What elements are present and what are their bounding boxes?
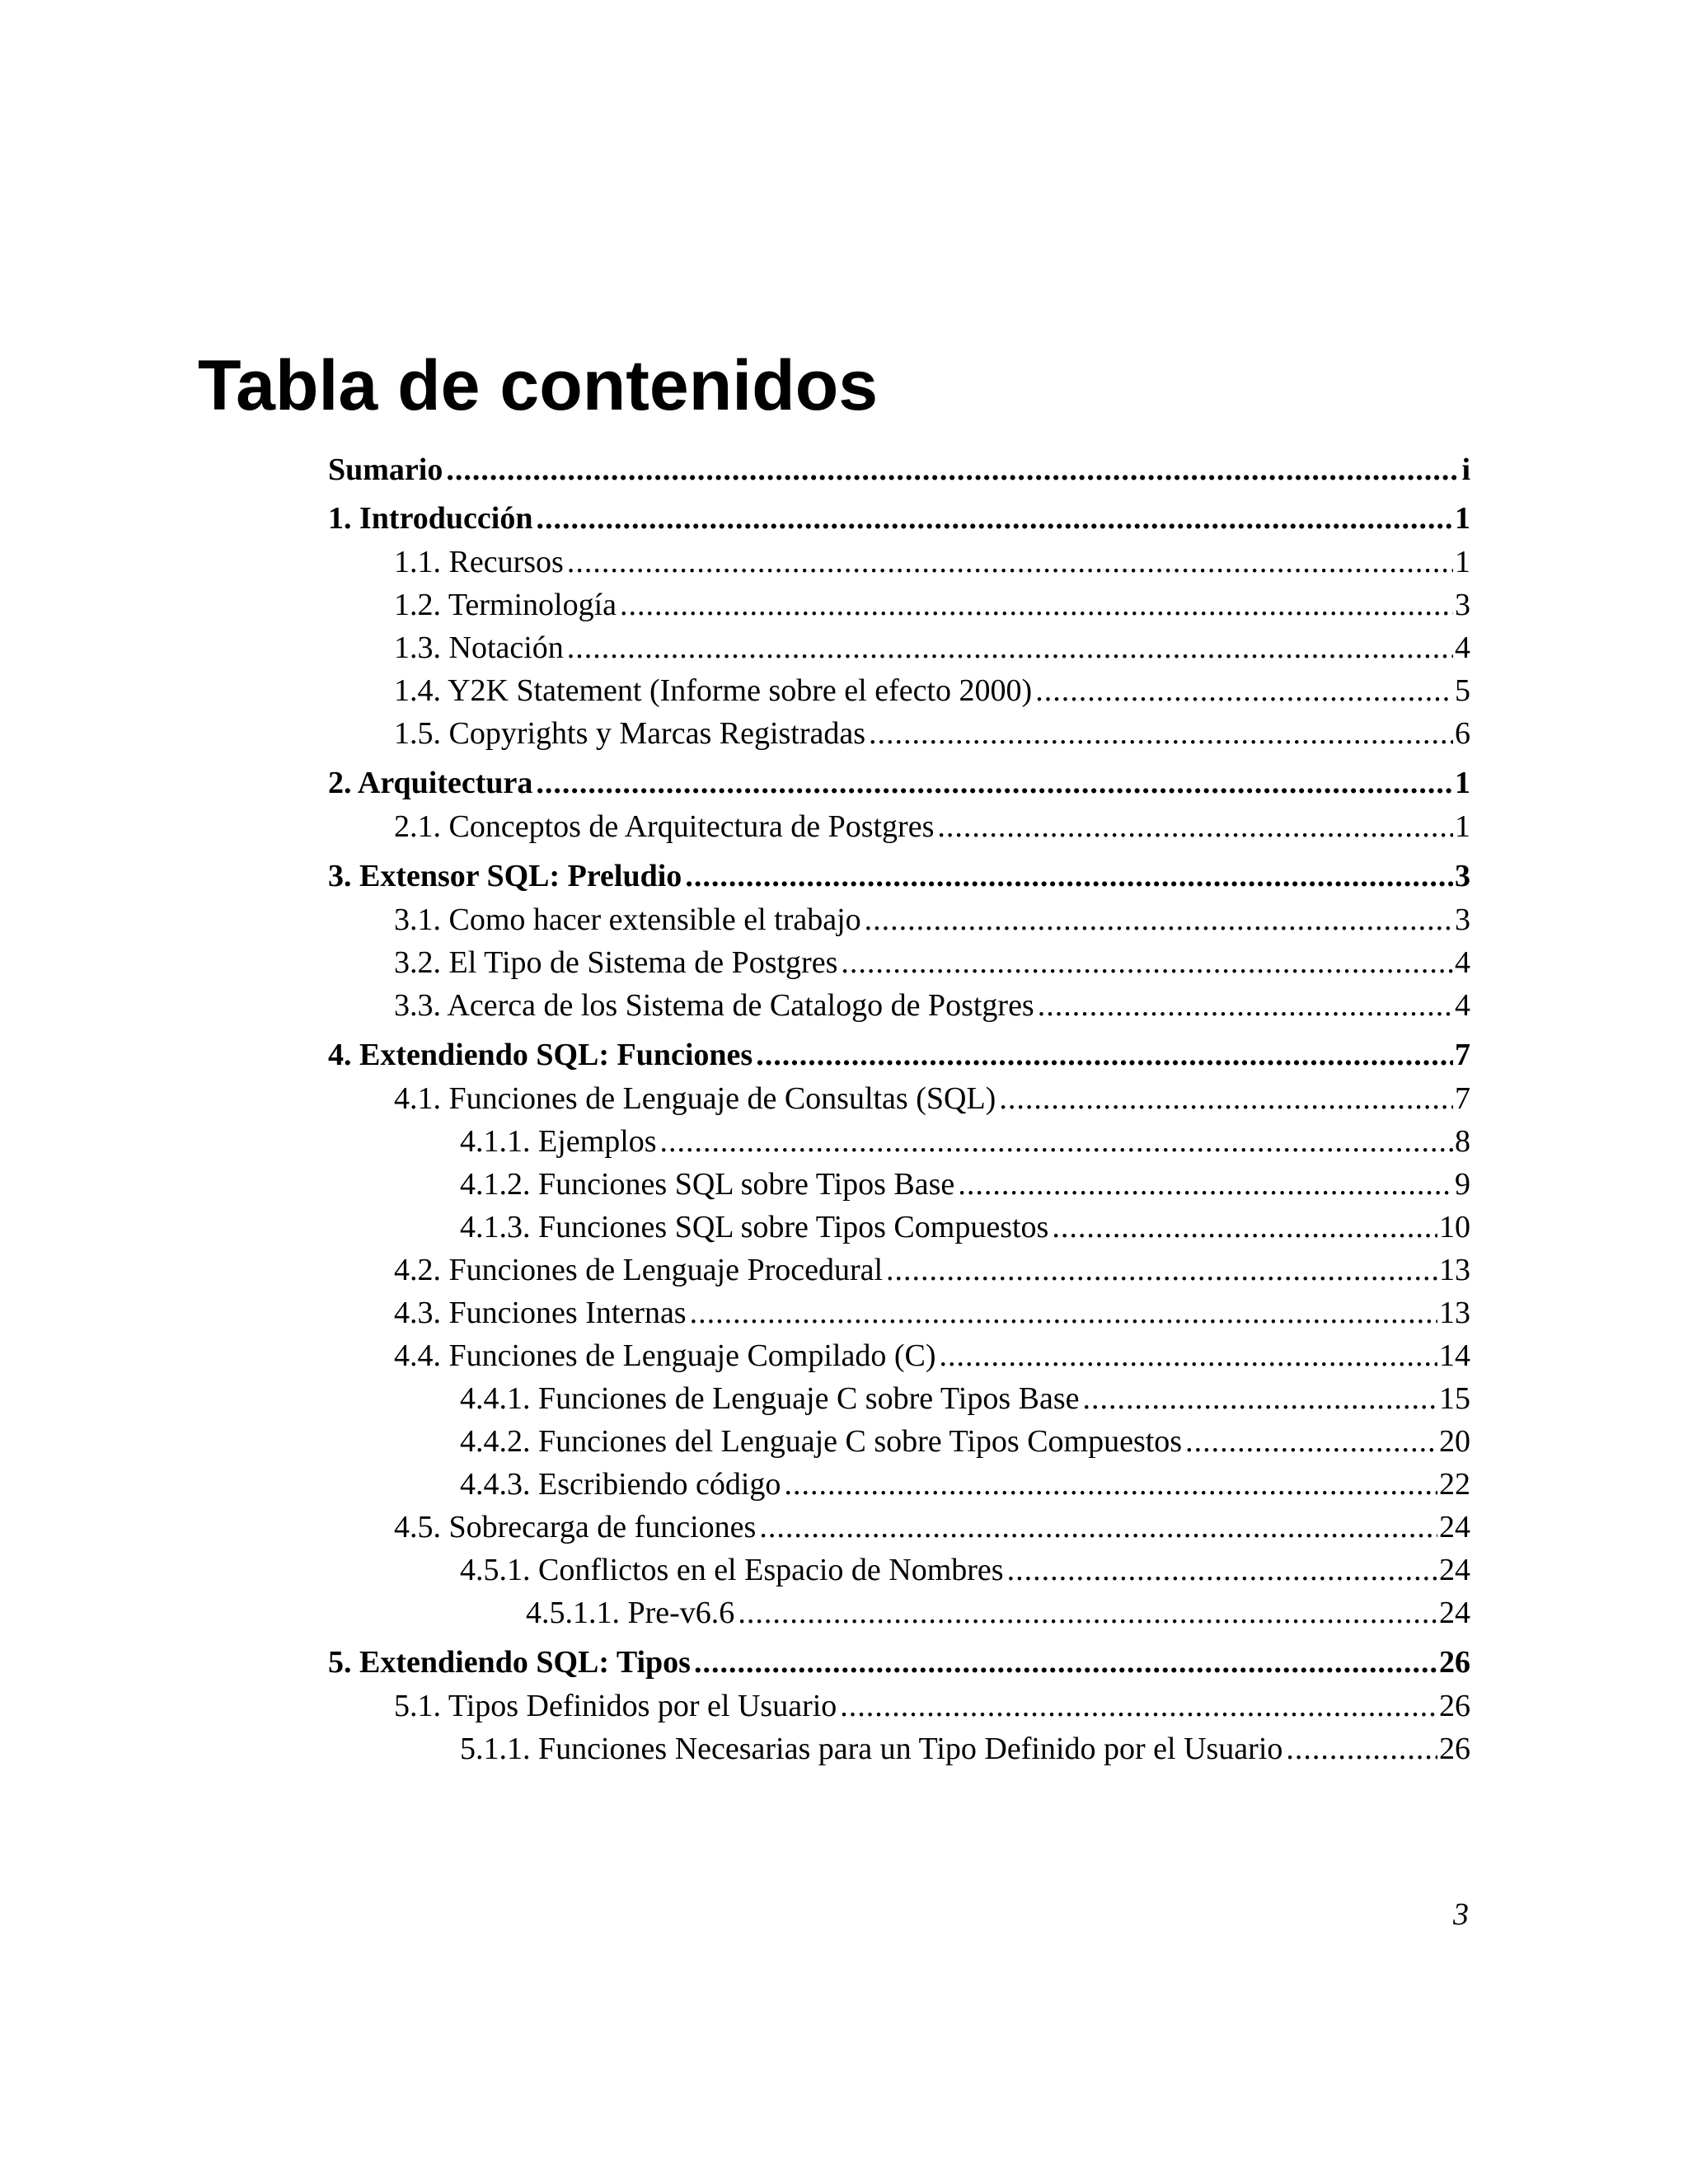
toc-entry-page: 13	[1439, 1253, 1470, 1287]
toc-chapter-entry[interactable]	[328, 498, 1470, 539]
dot-leader	[886, 1249, 1437, 1291]
toc-entry-label: 4.5.1.1. Pre-v6.6	[526, 1596, 735, 1630]
toc-section-entry[interactable]	[328, 1420, 1470, 1463]
toc-section-entry[interactable]	[328, 1249, 1470, 1291]
dot-leader	[937, 805, 1453, 848]
toc-section-entry[interactable]	[328, 1463, 1470, 1506]
toc-section-entry[interactable]	[328, 583, 1470, 626]
dot-leader	[620, 583, 1453, 626]
toc-entry-page: 24	[1439, 1510, 1470, 1544]
toc-entry-label: 4.1.1. Ejemplos	[460, 1124, 657, 1159]
dot-leader	[1007, 1549, 1437, 1591]
toc-entry-label: 4.4. Funciones de Lenguaje Compilado (C)	[394, 1338, 936, 1373]
dot-leader	[784, 1463, 1437, 1506]
toc-section-entry[interactable]	[328, 626, 1470, 669]
dot-leader	[536, 762, 1453, 804]
toc-entry-page: 14	[1439, 1338, 1470, 1373]
toc-chapter-entry[interactable]	[328, 1034, 1470, 1076]
dot-leader	[690, 1291, 1437, 1334]
dot-leader	[685, 855, 1453, 897]
toc-entry-page: 4	[1455, 630, 1470, 665]
toc-entry-label: 5.1.1. Funciones Necesarias para un Tipo Definido por el Usuario	[460, 1732, 1283, 1766]
toc-section-entry[interactable]	[328, 1685, 1470, 1727]
toc-chapter-entry[interactable]	[328, 449, 1470, 490]
toc-entry-label: 4.5. Sobrecarga de funciones	[394, 1510, 757, 1544]
toc-entry-label: 4.1.2. Funciones SQL sobre Tipos Base	[460, 1167, 955, 1202]
toc-chapter-entry[interactable]	[328, 1642, 1470, 1683]
dot-leader	[958, 1163, 1453, 1206]
toc-entry-page: 1	[1455, 766, 1470, 800]
toc-entry-label: 4. Extendiendo SQL: Funciones	[328, 1038, 753, 1072]
dot-leader	[536, 498, 1453, 539]
toc-entry-label: 1.3. Notación	[394, 630, 564, 665]
dot-leader	[738, 1591, 1437, 1634]
toc-section-entry[interactable]	[328, 984, 1470, 1027]
dot-leader	[1286, 1727, 1437, 1770]
toc-entry-page: i	[1461, 452, 1470, 487]
toc-entry-page: 13	[1439, 1296, 1470, 1330]
toc-entry-label: 4.4.2. Funciones del Lenguaje C sobre Tipos Compuestos	[460, 1424, 1183, 1459]
toc-entry-page: 1	[1455, 809, 1470, 844]
toc-section-entry[interactable]	[328, 1206, 1470, 1249]
dot-leader	[756, 1034, 1453, 1076]
toc-section-entry[interactable]	[328, 1377, 1470, 1420]
dot-leader	[1185, 1420, 1437, 1463]
toc-entry-page: 8	[1455, 1124, 1470, 1159]
toc-entry-label: 1.5. Copyrights y Marcas Registradas	[394, 716, 866, 751]
toc-entry-page: 1	[1455, 501, 1470, 536]
toc-section-entry[interactable]	[328, 669, 1470, 712]
toc-entry-label: 1.2. Terminología	[394, 588, 617, 622]
toc-entry-label: 3.2. El Tipo de Sistema de Postgres	[394, 945, 838, 980]
table-of-contents	[328, 449, 1470, 1770]
toc-section-entry[interactable]	[328, 1727, 1470, 1770]
toc-entry-label: 4.1.3. Funciones SQL sobre Tipos Compuestos	[460, 1210, 1049, 1244]
toc-entry-page: 15	[1439, 1381, 1470, 1416]
toc-section-entry[interactable]	[328, 941, 1470, 984]
toc-entry-page: 4	[1455, 945, 1470, 980]
dot-leader	[841, 941, 1453, 984]
dot-leader	[1035, 669, 1453, 712]
toc-entry-page: 20	[1439, 1424, 1470, 1459]
dot-leader	[1083, 1377, 1437, 1420]
toc-section-entry[interactable]	[328, 712, 1470, 755]
toc-entry-label: 5.1. Tipos Definidos por el Usuario	[394, 1689, 837, 1723]
toc-section-entry[interactable]	[328, 1591, 1470, 1634]
toc-section-entry[interactable]	[328, 805, 1470, 848]
toc-section-entry[interactable]	[328, 1334, 1470, 1377]
page-number: 3	[1453, 1897, 1469, 1932]
dot-leader	[940, 1334, 1438, 1377]
dot-leader	[1038, 984, 1453, 1027]
toc-entry-page: 3	[1455, 902, 1470, 937]
toc-entry-page: 7	[1455, 1081, 1470, 1116]
toc-entry-page: 10	[1439, 1210, 1470, 1244]
dot-leader	[865, 898, 1453, 941]
toc-entry-label: Sumario	[328, 452, 443, 487]
toc-entry-label: 2.1. Conceptos de Arquitectura de Postgres	[394, 809, 935, 844]
toc-entry-label: 2. Arquitectura	[328, 766, 533, 800]
toc-section-entry[interactable]	[328, 541, 1470, 583]
toc-chapter-entry[interactable]	[328, 762, 1470, 804]
toc-entry-label: 3.3. Acerca de los Sistema de Catalogo de Postgres	[394, 988, 1034, 1023]
toc-entry-label: 4.3. Funciones Internas	[394, 1296, 687, 1330]
toc-entry-label: 1. Introducción	[328, 501, 533, 536]
dot-leader	[759, 1506, 1437, 1549]
dot-leader	[999, 1077, 1453, 1120]
toc-section-entry[interactable]	[328, 1291, 1470, 1334]
toc-entry-page: 24	[1439, 1553, 1470, 1587]
toc-entry-label: 4.4.3. Escribiendo código	[460, 1467, 781, 1502]
toc-entry-label: 1.1. Recursos	[394, 545, 564, 579]
toc-section-entry[interactable]	[328, 1506, 1470, 1549]
toc-entry-label: 4.5.1. Conflictos en el Espacio de Nombres	[460, 1553, 1004, 1587]
toc-entry-page: 3	[1455, 588, 1470, 622]
toc-section-entry[interactable]	[328, 1549, 1470, 1591]
toc-entry-label: 4.1. Funciones de Lenguaje de Consultas (SQL)	[394, 1081, 996, 1116]
toc-section-entry[interactable]	[328, 1077, 1470, 1120]
toc-entry-label: 3.1. Como hacer extensible el trabajo	[394, 902, 861, 937]
toc-entry-page: 4	[1455, 988, 1470, 1023]
toc-entry-label: 4.4.1. Funciones de Lenguaje C sobre Tipos Base	[460, 1381, 1080, 1416]
toc-entry-page: 26	[1439, 1732, 1470, 1766]
dot-leader	[869, 712, 1453, 755]
toc-entry-page: 24	[1439, 1596, 1470, 1630]
toc-section-entry[interactable]	[328, 1120, 1470, 1163]
toc-entry-label: 3. Extensor SQL: Preludio	[328, 859, 682, 893]
toc-entry-page: 9	[1455, 1167, 1470, 1202]
toc-entry-label: 4.2. Funciones de Lenguaje Procedural	[394, 1253, 884, 1287]
toc-entry-page: 6	[1455, 716, 1470, 751]
dot-leader	[1052, 1206, 1437, 1249]
dot-leader	[567, 626, 1453, 669]
toc-section-entry[interactable]	[328, 1163, 1470, 1206]
dot-leader	[660, 1120, 1453, 1163]
toc-section-entry[interactable]	[328, 898, 1470, 941]
toc-entry-page: 3	[1455, 859, 1470, 893]
toc-chapter-entry[interactable]	[328, 855, 1470, 897]
toc-entry-page: 7	[1455, 1038, 1470, 1072]
toc-entry-page: 26	[1439, 1645, 1470, 1680]
toc-entry-label: 5. Extendiendo SQL: Tipos	[328, 1645, 691, 1680]
toc-entry-page: 5	[1455, 673, 1470, 708]
toc-entry-page: 1	[1455, 545, 1470, 579]
dot-leader	[446, 449, 1460, 490]
toc-entry-page: 26	[1439, 1689, 1470, 1723]
page-title: Tabla de contenidos	[198, 346, 879, 425]
dot-leader	[840, 1685, 1437, 1727]
dot-leader	[694, 1642, 1437, 1683]
toc-entry-page: 22	[1439, 1467, 1470, 1502]
toc-entry-label: 1.4. Y2K Statement (Informe sobre el efecto 2000)	[394, 673, 1033, 708]
dot-leader	[567, 541, 1453, 583]
